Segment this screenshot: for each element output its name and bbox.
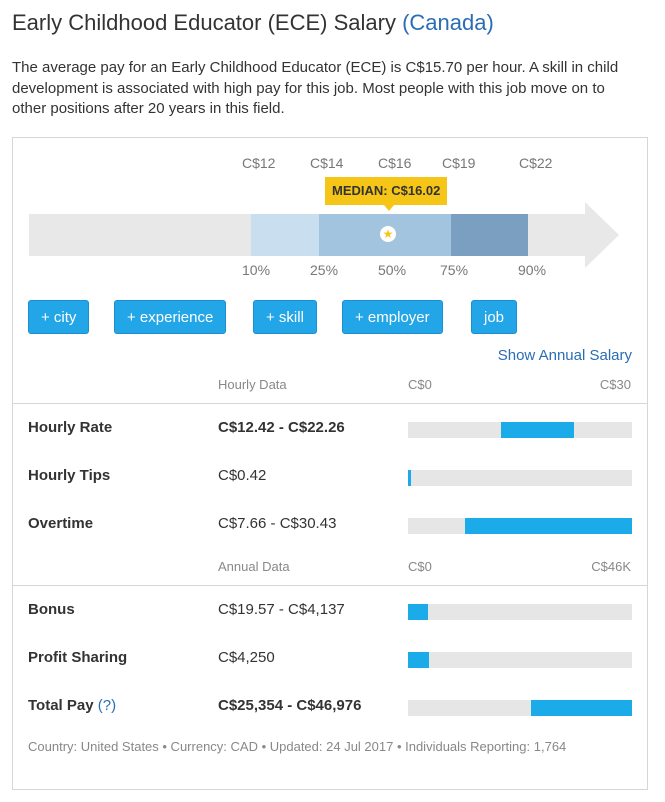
salary-description: The average pay for an Early Childhood Educator (ECE) is C$15.70 per hour. A skill in child development is associated with high pay for this job. Most people with this job move on to other positions after 20 years in this field. [12, 59, 619, 117]
location-link[interactable]: (Canada) [402, 10, 494, 35]
total-pay-label [28, 697, 116, 714]
hourly-tips-bar [408, 470, 632, 486]
page-title-text: Early Childhood Educator (ECE) Salary [12, 10, 396, 35]
show-annual-salary-link[interactable]: Show Annual Salary [497, 347, 632, 364]
salary-range-chart [13, 138, 649, 288]
hourly-rate-value: C$12.42 - C$22.26 [218, 419, 345, 436]
hourly-tips-label: Hourly Tips [28, 467, 111, 484]
percentile-label: 10% [242, 262, 271, 278]
total-pay-label-text: Total Pay [28, 697, 94, 714]
filter-employer-button[interactable]: + employer [342, 300, 443, 334]
bonus-bar [408, 604, 632, 620]
page-title [12, 10, 494, 36]
hourly-tips-value: C$0.42 [218, 467, 267, 484]
section-divider [13, 585, 647, 586]
annual-scale-min: C$0 [408, 559, 432, 574]
band-10-25 [251, 214, 319, 256]
percentile-label: 50% [378, 262, 407, 278]
total-pay-help-link[interactable]: (?) [97, 697, 117, 714]
salary-panel [12, 137, 648, 790]
total-pay-value: C$25,354 - C$46,976 [218, 697, 362, 714]
hourly-tips-bar-fill [408, 470, 411, 486]
bonus-value: C$19.57 - C$4,137 [218, 601, 345, 618]
hourly-data-header: Hourly Data [218, 377, 287, 392]
percentile-label: 75% [440, 262, 469, 278]
overtime-bar-fill [465, 518, 632, 534]
hourly-rate-bar [408, 422, 632, 438]
profit-sharing-bar-fill [408, 652, 429, 668]
annual-scale-max: C$46K [591, 559, 631, 574]
hourly-scale-min: C$0 [408, 377, 432, 392]
overtime-label: Overtime [28, 515, 94, 532]
percentile-label: 25% [310, 262, 339, 278]
median-pointer [384, 205, 394, 211]
annual-data-header: Annual Data [218, 559, 290, 574]
filter-skill-button[interactable]: + skill [253, 300, 317, 334]
tick-label: C$14 [310, 155, 344, 171]
total-pay-bar [408, 700, 632, 716]
profit-sharing-bar [408, 652, 632, 668]
filter-city-button[interactable]: + city [28, 300, 89, 334]
section-divider [13, 403, 647, 404]
median-badge: MEDIAN: C$16.02 [325, 177, 447, 205]
tick-label: C$16 [378, 155, 412, 171]
overtime-value: C$7.66 - C$30.43 [218, 515, 337, 532]
hourly-rate-bar-fill [501, 422, 574, 438]
bonus-label: Bonus [28, 601, 75, 618]
hourly-rate-label: Hourly Rate [28, 419, 113, 436]
bonus-bar-fill [408, 604, 428, 620]
hourly-scale-max: C$30 [599, 377, 631, 392]
filter-experience-button[interactable]: + experience [114, 300, 226, 334]
median-star-icon: ★ [380, 226, 396, 242]
total-pay-bar-fill [531, 700, 632, 716]
overtime-bar [408, 518, 632, 534]
filter-job-button[interactable]: job [471, 300, 517, 334]
profit-sharing-label: Profit Sharing [28, 649, 128, 666]
tick-label: C$12 [242, 155, 276, 171]
percentile-label: 90% [518, 262, 547, 278]
band-75-90 [451, 214, 528, 256]
profit-sharing-value: C$4,250 [218, 649, 275, 666]
footer-info: Country: United States • Currency: CAD • Updated: 24 Jul 2017 • Individuals Reporting: 1,764 [28, 739, 567, 754]
tick-label: C$22 [519, 155, 553, 171]
tick-label: C$19 [442, 155, 476, 171]
